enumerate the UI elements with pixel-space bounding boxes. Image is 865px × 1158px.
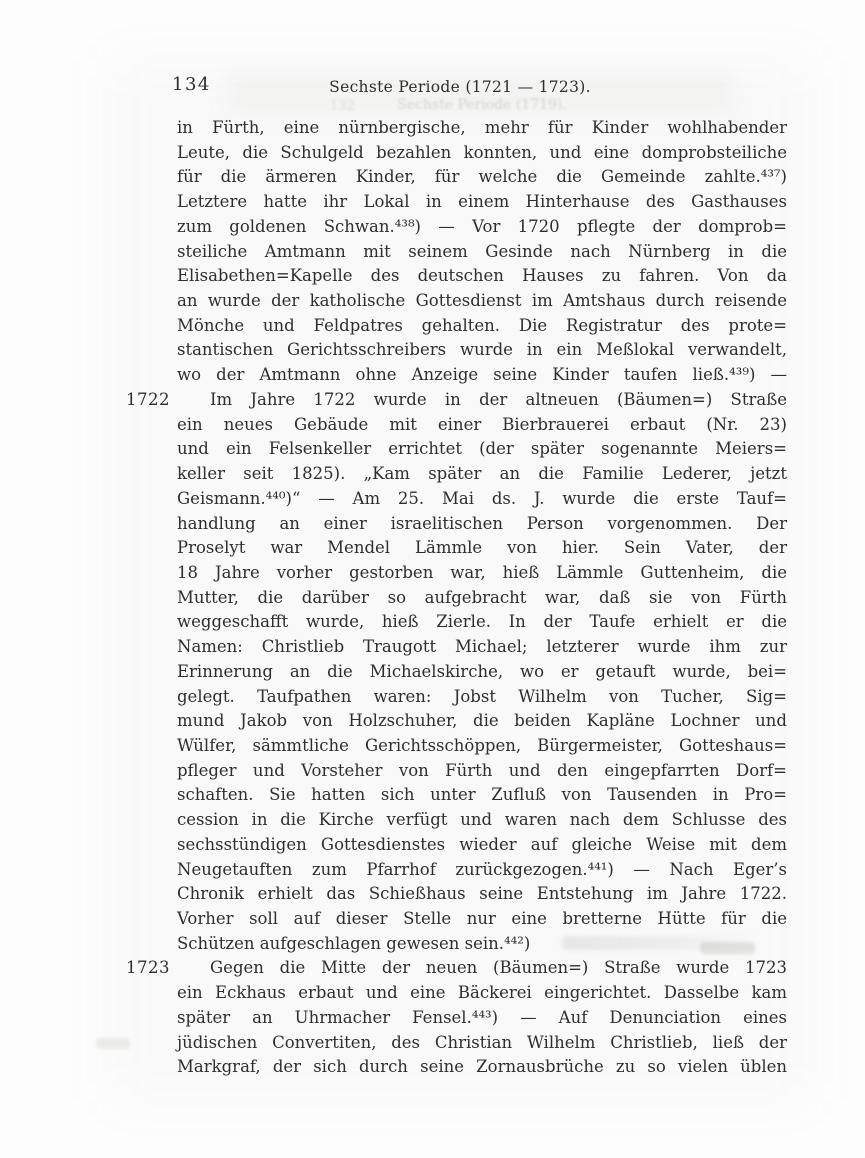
text-line: in Fürth, eine nürnbergische, mehr für Kinder wohlhabender (177, 118, 787, 137)
text-line: Namen: Christlieb Traugott Michael; letzterer wurde ihm zur (177, 637, 787, 657)
text-line: 18 Jahre vorher gestorben war, hieß Lämmle Guttenheim, die (177, 562, 787, 582)
text-line: später an Uhrmacher Fensel.⁴⁴³) — Auf Denunciation eines (177, 1007, 787, 1027)
bleedthrough-running-title: Sechste Periode (1719). (397, 97, 567, 113)
text-line: und ein Felsenkeller errichtet (der später sogenannte Meiers= (177, 439, 787, 459)
text-line: ein neues Gebäude mit einer Bierbrauerei erbaut (Nr. 23) (177, 414, 787, 434)
text-line: Mönche und Feldpatres gehalten. Die Registratur des prote= (177, 315, 787, 335)
text-line: Elisabethen=Kapelle des deutschen Hauses zu fahren. Von da (177, 266, 787, 286)
margin-year: 1722 (126, 389, 170, 409)
text-line: wo der Amtmann ohne Anzeige seine Kinder taufen ließ.⁴³⁹) — (177, 365, 787, 385)
text-line: Letztere hatte ihr Lokal in einem Hinterhause des Gasthauses (177, 192, 787, 212)
text-line: pfleger und Vorsteher von Fürth und den eingepfarrten Dorf= (177, 760, 787, 780)
running-title: Sechste Periode (1721 — 1723). (329, 78, 591, 96)
text-line: für die ärmeren Kinder, für welche die Gemeinde zahlte.⁴³⁷) (177, 167, 787, 187)
text-line: handlung an einer israelitischen Person vorgenommen. Der (177, 513, 787, 533)
text-line: schaften. Sie hatten sich unter Zufluß von Tausenden in Pro= (177, 785, 787, 805)
text-line: stantischen Gerichtsschreibers wurde in ein Meßlokal verwandelt, (177, 340, 787, 360)
text-line: keller seit 1825). „Kam später an die Familie Lederer, jetzt (177, 464, 787, 484)
text-line: jüdischen Convertiten, des Christian Wilhelm Christlieb, ließ der (177, 1032, 787, 1052)
margin-year: 1723 (126, 958, 170, 978)
text-line: sechsstündigen Gottesdienstes wieder auf gleiche Weise mit dem (177, 834, 787, 854)
text-line: Wülfer, sämmtliche Gerichtsschöppen, Bürgermeister, Gotteshaus= (177, 735, 787, 755)
text-line: steiliche Amtmann mit seinem Gesinde nach Nürnberg in die (177, 241, 787, 261)
text-line: cession in die Kirche verfügt und waren nach dem Schlusse des (177, 810, 787, 830)
text-line: Mutter, die darüber so aufgebracht war, daß sie von Fürth (177, 587, 787, 607)
text-line: zum goldenen Schwan.⁴³⁸) — Vor 1720 pflegte der domprob= (177, 216, 787, 236)
text-line: 1722 Im Jahre 1722 wurde in der altneuen (Bäumen=) Straße (177, 388, 787, 413)
text-line: Schützen aufgeschlagen gewesen sein.⁴⁴²) (177, 933, 531, 953)
text-line: gelegt. Taufpathen waren: Jobst Wilhelm von Tucher, Sig= (177, 686, 787, 706)
text-line: Markgraf, der sich durch seine Zornausbrüche zu so vielen üblen (177, 1057, 787, 1077)
text-line: 1723 Gegen die Mitte der neuen (Bäumen=) Straße wurde 1723 (177, 956, 787, 981)
bleedthrough-page-number: 132 (330, 99, 355, 114)
text-line: mund Jakob von Holzschuher, die beiden Kapläne Lochner und (177, 711, 787, 731)
bleedthrough-smudge (96, 1038, 130, 1049)
text-block (126, 116, 787, 1080)
text-line: Proselyt war Mendel Lämmle von hier. Sein Vater, der (177, 538, 787, 558)
page-number: 134 (172, 74, 211, 95)
text-line: an wurde der katholische Gottesdienst im Amtshaus durch reisende (177, 291, 787, 311)
text-line: Leute, die Schulgeld bezahlen konnten, und eine domprobsteiliche (177, 142, 787, 162)
text-line: Neugetauften zum Pfarrhof zurückgezogen.⁴⁴¹) — Nach Eger’s (177, 859, 787, 879)
text-line: ein Eckhaus erbaut und eine Bäckerei eingerichtet. Dasselbe kam (177, 983, 787, 1003)
text-line: Geismann.⁴⁴⁰)“ — Am 25. Mai ds. J. wurde die erste Tauf= (177, 488, 787, 508)
text-line: weggeschafft wurde, hieß Zierle. In der Taufe erhielt er die (177, 612, 787, 632)
text-line: Erinnerung an die Michaelskirche, wo er getauft wurde, bei= (177, 661, 787, 681)
text-line: Chronik erhielt das Schießhaus seine Entstehung im Jahre 1722. (177, 884, 787, 904)
text-line: Vorher soll auf dieser Stelle nur eine bretterne Hütte für die (177, 909, 787, 928)
